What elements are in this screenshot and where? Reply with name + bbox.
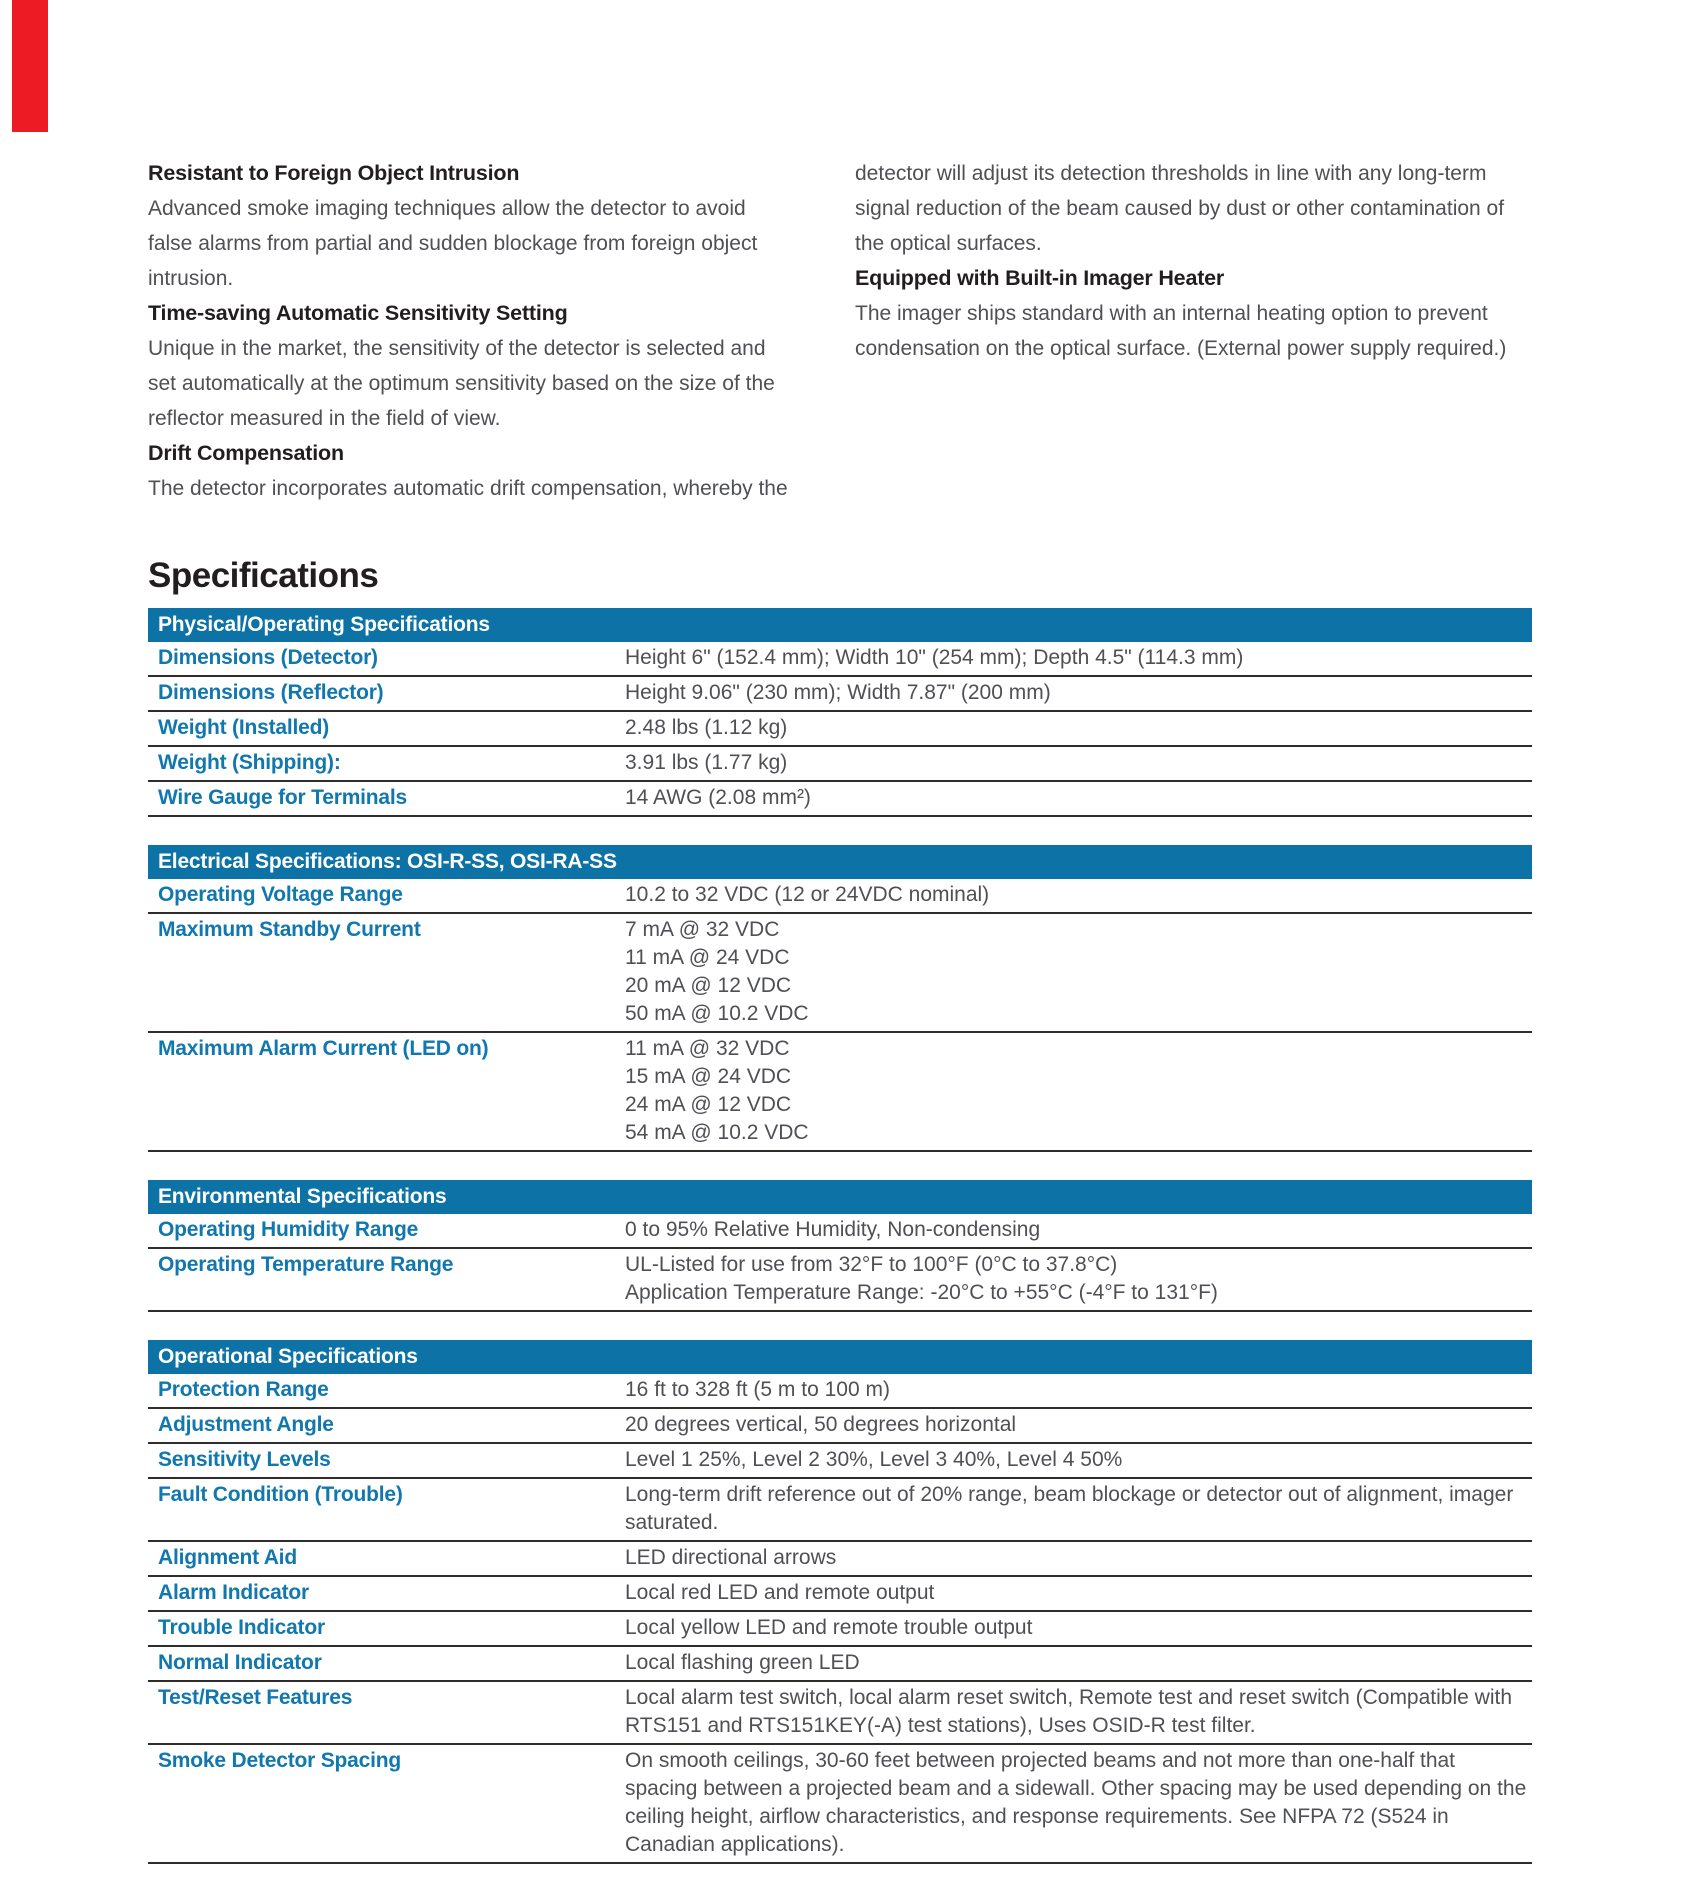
value-line: Long-term drift reference out of 20% range, beam blockage or detector out of alignment, imager saturated.: [625, 1483, 1514, 1534]
table-row: [148, 1647, 1532, 1682]
value-line: 10.2 to 32 VDC (12 or 24VDC nominal): [625, 883, 990, 906]
row-value: [625, 1579, 1532, 1607]
table-header: Operational Specifications: [148, 1340, 1532, 1374]
row-value: [625, 1251, 1532, 1307]
table-row: [148, 782, 1532, 817]
spec-table-operational: [148, 1340, 1532, 1864]
feature-paragraph: The imager ships standard with an internal heating option to prevent condensation on the optical surface. (External power supply required.): [855, 302, 1507, 360]
value-line: Local flashing green LED: [625, 1651, 860, 1674]
value-line: Height 6" (152.4 mm); Width 10" (254 mm); Depth 4.5" (114.3 mm): [625, 646, 1244, 669]
table-row: [148, 677, 1532, 712]
value-line: 0 to 95% Relative Humidity, Non-condensing: [625, 1218, 1041, 1241]
table-row: [148, 1577, 1532, 1612]
table-row: [148, 914, 1532, 1033]
value-line: 50 mA @ 10.2 VDC: [625, 1002, 809, 1025]
row-value: [625, 1614, 1532, 1642]
row-value: [625, 679, 1532, 707]
value-line: 11 mA @ 32 VDC: [625, 1037, 790, 1060]
row-value: [625, 881, 1532, 909]
value-line: 14 AWG (2.08 mm²): [625, 786, 811, 809]
row-value: [625, 784, 1532, 812]
value-line: 15 mA @ 24 VDC: [625, 1065, 792, 1088]
table-row: [148, 1374, 1532, 1409]
feature-column-left: [148, 156, 793, 506]
value-line: 11 mA @ 24 VDC: [625, 946, 790, 969]
value-line: Local alarm test switch, local alarm reset switch, Remote test and reset switch (Compatible with RTS151 and RTS151KEY(-A) test stations), Uses OSID-R test filter.: [625, 1686, 1512, 1737]
row-value: [625, 1649, 1532, 1677]
table-row: [148, 1249, 1532, 1312]
feature-heading: Time-saving Automatic Sensitivity Setting: [148, 301, 568, 325]
row-label: Protection Range: [158, 1378, 329, 1401]
row-label: Normal Indicator: [158, 1651, 322, 1674]
column-gap: [793, 156, 855, 506]
row-label: Adjustment Angle: [158, 1413, 334, 1436]
row-value: [625, 1544, 1532, 1572]
feature-heading: Resistant to Foreign Object Intrusion: [148, 161, 520, 185]
row-value: [625, 749, 1532, 777]
row-value: [625, 916, 1532, 1028]
spec-table-physical-operating: [148, 608, 1532, 817]
value-line: 16 ft to 328 ft (5 m to 100 m): [625, 1378, 890, 1401]
feature-paragraph: detector will adjust its detection thresholds in line with any long-term signal reduction of the beam caused by dust or other contamination of the optical surfaces.: [855, 162, 1505, 255]
feature-column-right: [855, 156, 1532, 506]
table-row: [148, 1542, 1532, 1577]
specifications-title: Specifications: [148, 556, 379, 595]
row-label: Trouble Indicator: [158, 1616, 325, 1639]
row-label: Smoke Detector Spacing: [158, 1749, 402, 1772]
red-corner-tab: [12, 0, 48, 132]
value-line: Level 1 25%, Level 2 30%, Level 3 40%, Level 4 50%: [625, 1448, 1123, 1471]
value-line: 3.91 lbs (1.77 kg): [625, 751, 788, 774]
table-row: [148, 1409, 1532, 1444]
feature-paragraph: The detector incorporates automatic drift compensation, whereby the: [148, 477, 788, 500]
row-label: Dimensions (Detector): [158, 646, 378, 669]
row-label: Alarm Indicator: [158, 1581, 310, 1604]
row-value: [625, 1481, 1532, 1537]
row-value: [625, 1376, 1532, 1404]
row-label: Weight (Shipping):: [158, 751, 341, 774]
value-line: 24 mA @ 12 VDC: [625, 1093, 792, 1116]
row-label: Operating Voltage Range: [158, 883, 403, 906]
feature-paragraph: Unique in the market, the sensitivity of the detector is selected and set automatically at the optimum sensitivity based on the size of the reflector measured in the field of view.: [148, 337, 775, 430]
page-content: [148, 156, 1532, 1892]
table-row: [148, 642, 1532, 677]
value-line: 20 mA @ 12 VDC: [625, 974, 792, 997]
value-line: On smooth ceilings, 30-60 feet between projected beams and not more than one-half that spacing between a projected beam and a sidewall. Other spacing may be used depending on the ceiling height, airflow characteristics, and response requirements. See NFPA 72 (S524 in Canadian applications).: [625, 1749, 1527, 1856]
value-line: UL-Listed for use from 32°F to 100°F (0°C to 37.8°C): [625, 1253, 1118, 1276]
feature-columns: [148, 156, 1532, 506]
row-label: Weight (Installed): [158, 716, 330, 739]
table-header: Environmental Specifications: [148, 1180, 1532, 1214]
value-line: Local yellow LED and remote trouble output: [625, 1616, 1033, 1639]
table-row: [148, 1682, 1532, 1745]
value-line: 2.48 lbs (1.12 kg): [625, 716, 788, 739]
row-value: [625, 644, 1532, 672]
feature-heading: Equipped with Built-in Imager Heater: [855, 266, 1225, 290]
row-value: [625, 1411, 1532, 1439]
table-row: [148, 1444, 1532, 1479]
feature-heading: Drift Compensation: [148, 441, 344, 465]
row-value: [625, 1446, 1532, 1474]
table-header: Physical/Operating Specifications: [148, 608, 1532, 642]
spec-table-environmental: [148, 1180, 1532, 1312]
spec-table-electrical: [148, 845, 1532, 1152]
table-row: [148, 747, 1532, 782]
value-line: 20 degrees vertical, 50 degrees horizontal: [625, 1413, 1017, 1436]
table-row: [148, 879, 1532, 914]
table-row: [148, 1214, 1532, 1249]
row-value: [625, 1684, 1532, 1740]
table-row: [148, 1612, 1532, 1647]
row-label: Wire Gauge for Terminals: [158, 786, 408, 809]
row-label: Dimensions (Reflector): [158, 681, 384, 704]
value-line: 54 mA @ 10.2 VDC: [625, 1121, 809, 1144]
table-row: [148, 1745, 1532, 1864]
table-header: Electrical Specifications: OSI-R-SS, OSI-RA-SS: [148, 845, 1532, 879]
value-line: Application Temperature Range: -20°C to +55°C (-4°F to 131°F): [625, 1281, 1218, 1304]
value-line: 7 mA @ 32 VDC: [625, 918, 780, 941]
row-label: Maximum Alarm Current (LED on): [158, 1037, 489, 1060]
row-label: Fault Condition (Trouble): [158, 1483, 403, 1506]
feature-paragraph: Advanced smoke imaging techniques allow the detector to avoid false alarms from partial and sudden blockage from foreign object intrusion.: [148, 197, 758, 290]
row-label: Maximum Standby Current: [158, 918, 421, 941]
row-value: [625, 1035, 1532, 1147]
value-line: Height 9.06" (230 mm); Width 7.87" (200 mm): [625, 681, 1051, 704]
row-label: Operating Temperature Range: [158, 1253, 454, 1276]
row-value: [625, 1747, 1532, 1859]
row-label: Sensitivity Levels: [158, 1448, 331, 1471]
table-row: [148, 712, 1532, 747]
table-row: [148, 1033, 1532, 1152]
row-label: Operating Humidity Range: [158, 1218, 419, 1241]
table-row: [148, 1479, 1532, 1542]
row-value: [625, 714, 1532, 742]
row-value: [625, 1216, 1532, 1244]
value-line: LED directional arrows: [625, 1546, 837, 1569]
row-label: Alignment Aid: [158, 1546, 297, 1569]
row-label: Test/Reset Features: [158, 1686, 353, 1709]
value-line: Local red LED and remote output: [625, 1581, 935, 1604]
